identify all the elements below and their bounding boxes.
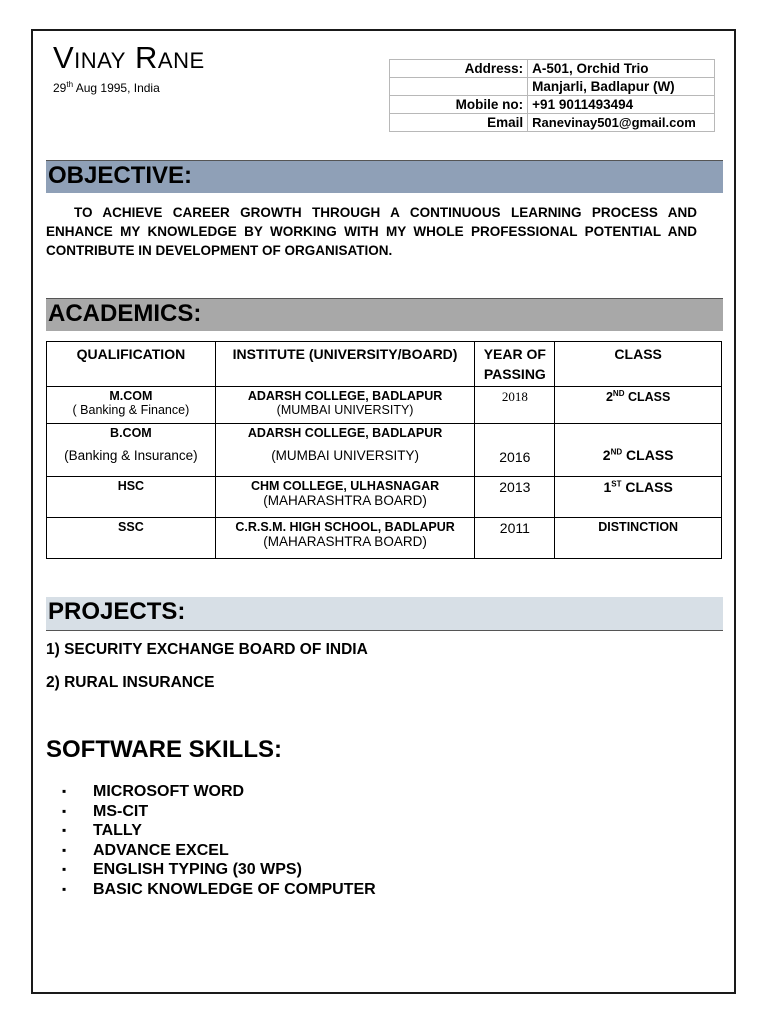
year-cell: 2018 bbox=[475, 387, 555, 424]
skill-item: ▪ MICROSOFT WORD bbox=[62, 783, 245, 800]
year-cell: 2011 bbox=[475, 518, 555, 559]
contact-row bbox=[390, 114, 715, 132]
class-cell: 1ST CLASS bbox=[555, 477, 722, 518]
projects-heading: PROJECTS: bbox=[46, 597, 723, 631]
table-row bbox=[47, 477, 722, 518]
email-link[interactable]: Ranevinay501@gmail.com bbox=[528, 114, 715, 132]
skill-item: ▪ ENGLISH TYPING (30 WPS) bbox=[62, 861, 302, 879]
institute-cell: CHM COLLEGE, ULHASNAGAR (MAHARASHTRA BOARD) bbox=[215, 477, 475, 518]
institute-cell: C.R.S.M. HIGH SCHOOL, BADLAPUR (MAHARASHTRA BOARD) bbox=[215, 518, 475, 559]
bullet-icon: ▪ bbox=[62, 784, 67, 798]
bullet-icon: ▪ bbox=[62, 881, 67, 896]
column-header: QUALIFICATION bbox=[47, 342, 216, 387]
skill-item: ▪ MS-CIT bbox=[62, 802, 149, 820]
contact-table bbox=[389, 59, 715, 132]
column-header: YEAR OF PASSING bbox=[475, 342, 555, 387]
candidate-name: Vinay Rane bbox=[53, 40, 205, 75]
contact-value: A-501, Orchid Trio bbox=[528, 60, 715, 78]
skill-item: ▪ BASIC KNOWLEDGE OF COMPUTER bbox=[62, 880, 376, 898]
contact-value: Manjarli, Badlapur (W) bbox=[528, 78, 715, 96]
institute-cell: ADARSH COLLEGE, BADLAPUR (MUMBAI UNIVERSITY) bbox=[215, 424, 475, 477]
project-item: 1) SECURITY EXCHANGE BOARD OF INDIA bbox=[46, 641, 368, 658]
academics-heading: ACADEMICS: bbox=[46, 298, 723, 331]
skills-heading: SOFTWARE SKILLS: bbox=[46, 736, 282, 763]
column-header: INSTITUTE (UNIVERSITY/BOARD) bbox=[215, 342, 475, 387]
qualification-cell: B.COM (Banking & Insurance) bbox=[47, 424, 216, 477]
bullet-icon: ▪ bbox=[62, 803, 67, 818]
skill-item: ▪ TALLY bbox=[62, 822, 142, 840]
bullet-icon: ▪ bbox=[62, 862, 67, 877]
table-row bbox=[47, 518, 722, 559]
project-item: 2) RURAL INSURANCE bbox=[46, 674, 215, 691]
institute-cell: ADARSH COLLEGE, BADLAPUR (MUMBAI UNIVERSITY) bbox=[215, 387, 475, 424]
table-row bbox=[47, 424, 722, 477]
skill-item: ▪ ADVANCE EXCEL bbox=[62, 841, 229, 859]
contact-label: Address: bbox=[390, 60, 528, 78]
bullet-icon: ▪ bbox=[62, 842, 67, 857]
date-of-birth: 29th Aug 1995, India bbox=[53, 80, 160, 95]
qualification-cell: M.COM ( Banking & Finance) bbox=[47, 387, 216, 424]
contact-label: Email bbox=[390, 114, 528, 132]
table-row bbox=[47, 387, 722, 424]
contact-row bbox=[390, 96, 715, 114]
academics-table bbox=[46, 341, 722, 559]
skills-list bbox=[62, 782, 376, 900]
qualification-cell: SSC bbox=[47, 518, 216, 559]
qualification-cell: HSC bbox=[47, 477, 216, 518]
column-header: CLASS bbox=[555, 342, 722, 387]
contact-label bbox=[390, 78, 528, 96]
class-cell: 2ND CLASS bbox=[555, 387, 722, 424]
contact-value: +91 9011493494 bbox=[528, 96, 715, 114]
contact-row bbox=[390, 78, 715, 96]
objective-heading: OBJECTIVE: bbox=[46, 160, 723, 193]
objective-text: TO ACHIEVE CAREER GROWTH THROUGH A CONTINUOUS LEARNING PROCESS AND ENHANCE MY KNOWLEDGE BY WORKING WITH MY WHOLE PROFESSIONAL POTENTIAL AND CONTRIBUTE IN DEVELOPMENT OF ORGANISATION. bbox=[46, 205, 697, 258]
year-cell: 2016 bbox=[475, 424, 555, 477]
class-cell: DISTINCTION bbox=[555, 518, 722, 559]
contact-row bbox=[390, 60, 715, 78]
table-header-row bbox=[47, 342, 722, 387]
contact-label: Mobile no: bbox=[390, 96, 528, 114]
bullet-icon: ▪ bbox=[62, 823, 67, 838]
year-cell: 2013 bbox=[475, 477, 555, 518]
class-cell: 2ND CLASS bbox=[555, 424, 722, 477]
